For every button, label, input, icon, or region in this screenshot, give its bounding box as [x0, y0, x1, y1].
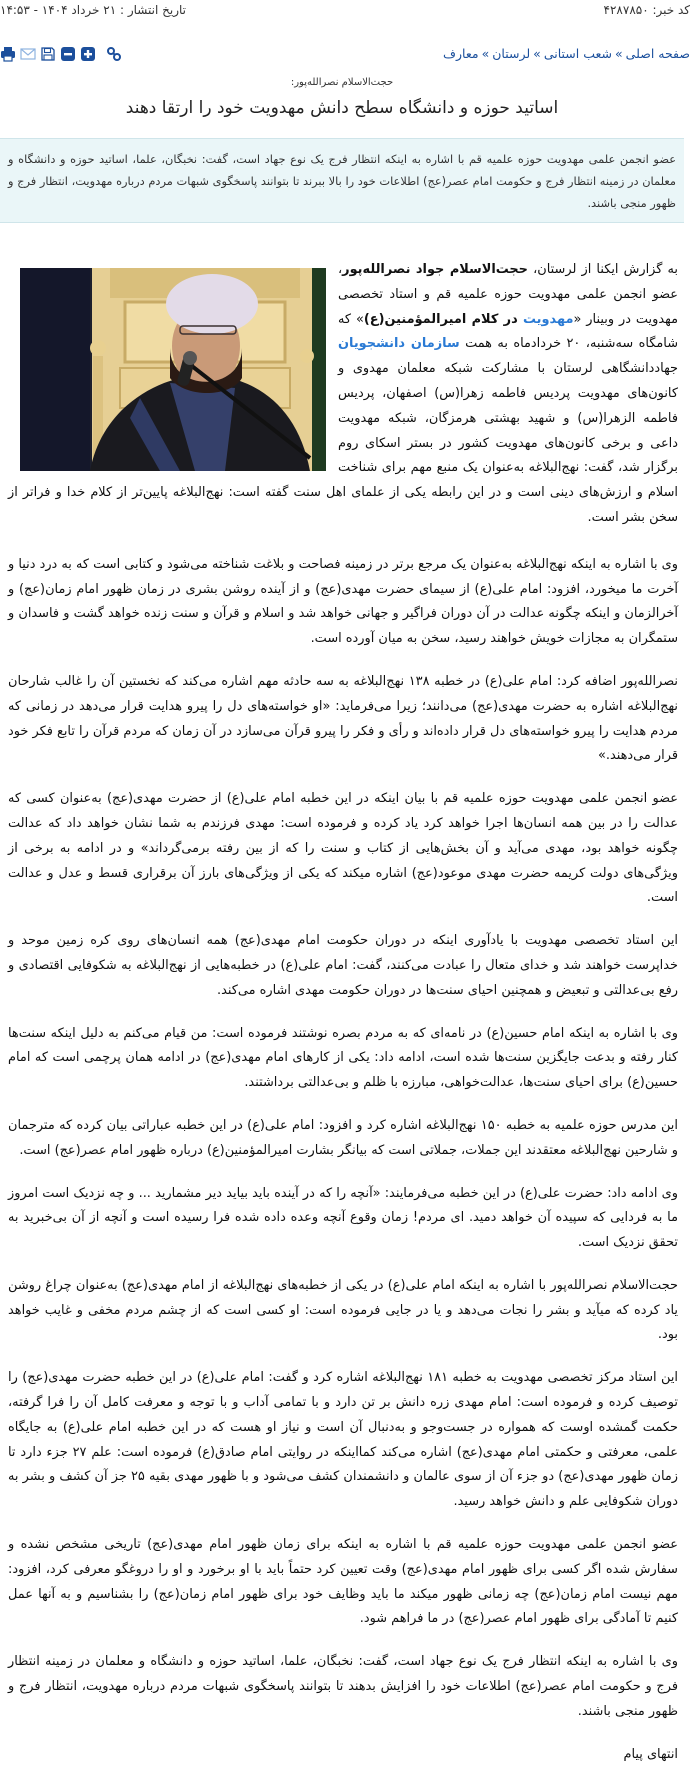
article-paragraph: وی با اشاره به اینکه نهج‌البلاغه به‌عنوان یک مرجع برتر در زمینه فصاحت و بلاغت شناخته می‌شود و کتابی است که به درد دنیا و آخرت ما میخورد، افزود: امام علی(ع) از سیمای حضرت مهدی(عج) و از آینده روشن بشری در زمان ظهور امام زمان(عج) و آخرالزمان و اینکه چگونه عدالت در آن دوران فراگیر و جهانی خواهد شد و اسلام و قرآن و سنت زنده خواهد گشت و فاسدان و ستمگران به مجازات خویش خواهند رسید، سخن به میان آورده است. — [8, 556, 678, 647]
font-decrease-icon[interactable] — [60, 46, 76, 62]
tag-link-student-org[interactable]: سازمان دانشجویان — [338, 336, 460, 352]
article-paragraph: عضو انجمن علمی مهدویت حوزه علمیه قم با اشاره به اینکه برای زمان ظهور امام مهدی(عج) تاریخی مشخص نشده و سفارش شده اگر کسی برای ظهور امام مهدی(عج) وقت تعیین کرد حتماً باید با او برخورد و او را دروغگو معرفی کرد، افزود: مهم نیست امام زمان(عج) چه زمانی ظهور میکند ما باید وظایف خود برای ظهور امام زمان(عج) را بشناسیم و به آنها عمل کنیم تا آمادگی برای ظهور امام عصر(عج) در ما فراهم شود. — [8, 1537, 678, 1627]
article-paragraph: این استاد تخصصی مهدویت با یادآوری اینکه در دوران حکومت امام مهدی(عج) همه انسان‌های روی کره زمین موحد و خداپرست خواهند شد و خدای متعال را عبادت می‌کنند، گفت: امام علی(ع) در خطبه‌هایی از نهج‌البلاغه به شکوفایی اقتصادی و رفع بی‌عدالتی و تبعیض و همچنین احیای سنت‌ها در دوران حکومت مهدی اشاره می‌کند. — [8, 933, 678, 998]
speaker-name: حجت‌الاسلام جواد نصرالله‌پور — [342, 262, 528, 277]
lead-text: » که شامگاه سه‌شنبه، ۲۰ خردادماه به همت — [338, 311, 679, 352]
font-increase-icon[interactable] — [80, 46, 96, 62]
article-paragraph: وی با اشاره به اینکه انتظار فرج یک نوع جهاد است، گفت: نخبگان، علما، اساتید حوزه و دانشگاه و معلمان در زمینه انتظار فرج و حکومت امام عصر(عج) اطلاعات خود را افزایش بدهند تا بتوانند پاسخگوی شبهات مردم درباره مهدویت، انتظار فرج و ظهور منجی باشند. — [8, 1654, 678, 1719]
article-paragraph: وی با اشاره به اینکه امام حسین(ع) در نامه‌ای که به مردم بصره نوشتند فرموده است: من قیام می‌کنم به دلیل اینکه سنت‌ها کنار رفته و بدعت جایگزین سنت‌ها شده است، ادامه داد: یکی از کارهای امام مهدی(عج) در ادامه همان پرچمی است که امام حسین(ع) برای احیای سنت‌ها، عدالت‌خواهی، مبارزه با ظلم و بی‌عدالتی برداشتند. — [8, 1025, 678, 1091]
toolbar-row — [0, 44, 690, 66]
lead-text: ، عضو انجمن علمی مهدویت حوزه علمیه قم و استاد تخصصی مهدویت در وبینار « — [338, 262, 678, 327]
breadcrumb-home[interactable]: صفحه اصلی — [625, 46, 690, 61]
print-icon[interactable] — [0, 46, 16, 62]
end-of-message: انتهای پیام — [623, 1746, 678, 1762]
article-paragraph: نصرالله‌پور اضافه کرد: امام علی(ع) در خطبه ۱۳۸ نهج‌البلاغه به سه حادثه مهم اشاره می‌کند که نخستین آن را غالب شارحان نهج‌البلاغه اشاره به حضرت مهدی(عج) می‌دانند؛ زیرا می‌فرماید: «او خواسته‌های دل را پیرو هدایت قرار می‌دهد در زمانی که مردم هدایت را پیرو خواسته‌های دل قرار داده‌اند و رأی و فکر را پیرو قرآن می‌سازد در آن زمان که مردم قرآن را تابع فکر خود قرار می‌دهند.» — [8, 673, 678, 764]
breadcrumb-lorestan[interactable]: لرستان — [492, 46, 531, 61]
email-icon[interactable] — [20, 46, 36, 62]
article-paragraph: وی ادامه داد: حضرت علی(ع) در این خطبه می‌فرمایند: «آنچه را که در آینده باید بیاید دیر مشمارید ... و چه نزدیک است امروز ما به فردایی که سپیده آن خواهد دمید. ای مردم! زمان وقوع آنچه وعده داده شده فرا رسیده است و آنچه از آن بی‌خبرید به تحقق نزدیک است. — [8, 1185, 678, 1251]
publish-date: تاریخ انتشار : ۲۱ خرداد ۱۴۰۴ - ۱۴:۵۳ — [0, 3, 186, 17]
lead-text: به گزارش ایکنا از لرستان، — [527, 262, 679, 277]
article-paragraph: حجت‌الاسلام نصرالله‌پور با اشاره به اینکه امام علی(ع) در یکی از خطبه‌های نهج‌البلاغه از امام مهدی(عج) به‌عنوان چراغ روشن یاد کرده که میآید و بشر را نجات می‌دهد و یا در جایی فرموده است: او کسی است که از چشم مردم مخفی و غایب خواهد بود. — [8, 1277, 678, 1343]
tag-link-mahdaviat[interactable]: مهدویت — [523, 311, 574, 327]
short-link-icon[interactable] — [106, 46, 122, 62]
lead-text: جهاددانشگاهی لرستان با مشارکت شبکه معلمان مهدوی و کانون‌های مهدویت پردیس فاطمه زهرا(س) اصفهان، پردیس فاطمه الزهرا(س) و شهید بهشتی هرمزگان، شبکه مهدویت داعی و برخی کانون‌های مهدویت کشور در بستر اسکای روم برگزار شد، گفت: نهج‌البلاغه به‌عنوان یک منبع مهم برای شناخت اسلام و ارزش‌های دینی است و در این رابطه یکی از علمای اهل سنت گفته است: نهج‌البلاغه پایین‌تر از کلام خدا و فراتر از سخن بشر است. — [8, 361, 678, 525]
article-title: اساتید حوزه و دانشگاه سطح دانش مهدویت خود را ارتقا دهند — [125, 98, 559, 118]
article-tools — [0, 46, 122, 62]
breadcrumb-separator: » — [615, 46, 623, 61]
article-kicker: حجت‌الاسلام نصرالله‌پور: — [290, 77, 394, 88]
article-summary: عضو انجمن علمی مهدویت حوزه علمیه قم با اشاره به اینکه انتظار فرج یک نوع جهاد است، گفت: نخبگان، علما، اساتید حوزه و دانشگاه و معلمان در زمینه انتظار فرج و حکومت امام عصر(عج) اطلاعات خود را بالا ببرند تا بتوانند پاسخگوی شبهات مردم درباره مهدویت، انتظار فرج و ظهور منجی باشند. — [0, 138, 684, 223]
news-code: کد خبر: ۴۲۸۷۸۵۰ — [603, 3, 690, 17]
article-paragraph: این مدرس حوزه علمیه به خطبه ۱۵۰ نهج‌البلاغه اشاره کرد و افزود: امام علی(ع) در این خطبه عباراتی بیان کرده که مترجمان و شارحین نهج‌البلاغه معتقدند این جملات، جملاتی است که بیانگر بشارت امیرالمؤمنین(ع) درباره ظهور امام عصر(عج) است. — [8, 1117, 678, 1158]
article-paragraph: عضو انجمن علمی مهدویت حوزه علمیه قم با بیان اینکه در این خطبه امام علی(ع) از حضرت مهدی(عج) به‌عنوان کسی که عدالت را در بین همه انسان‌ها اجرا خواهد کرد یاد کرده و فرموده است: مهدی فرزندم به شما نشان خواهد داد که عدالت چگونه خواهد بود، مهدی می‌آید و آن بخش‌هایی از کتاب و سنت را که از بین رفته برمی‌گرداند» و در ادامه به برخی از ویژگی‌های دولت کریمه حضرت مهدی موعود(عج) اشاره میکند که یکی از ویژگی‌های بارز آن برقراری قسط و عدل و عدالت است. — [8, 791, 678, 906]
breadcrumb-provincial-branches[interactable]: شعب استانی — [543, 46, 613, 61]
article-paragraph: این استاد مرکز تخصصی مهدویت به خطبه ۱۸۱ نهج‌البلاغه اشاره کرد و گفت: امام علی(ع) در این خطبه حضرت مهدی(عج) را توصیف کرده و فرموده است: امام مهدی زره دانش بر تن دارد و با تمامی آداب و با توجه و معرفت کامل آن را فرا گرفته، حکمت گمشده اوست که همواره در جست‌وجو و به‌دنبال آن است و نیاز او هست که در این خطبه امام علی(ع) به جایگاه علمی، معرفتی و حکمتی امام مهدی(عج) اشاره می‌کند کمااینکه در روایتی امام صادق(ع) فرموده است: علم ۲۷ جزء دارد تا زمان ظهور مهدی(عج) دو جزء آن از سوی عالمان و دانشمندان کشف می‌شود و با ظهور مهدی بقیه ۲۵ جز آن کشف و بشر به دوران شکوفایی علم و دانش خواهد رسید. — [8, 1370, 679, 1510]
breadcrumb-maaref[interactable]: معارف — [443, 46, 479, 61]
breadcrumb — [443, 46, 690, 61]
meta-row — [0, 0, 690, 22]
breadcrumb-separator: » — [481, 46, 490, 61]
article-body — [8, 258, 678, 1785]
article-photo — [20, 268, 326, 471]
breadcrumb-separator: » — [533, 46, 541, 61]
save-icon[interactable] — [40, 46, 56, 62]
webinar-title: در کلام امیرالمؤمنین(ع) — [363, 311, 524, 327]
